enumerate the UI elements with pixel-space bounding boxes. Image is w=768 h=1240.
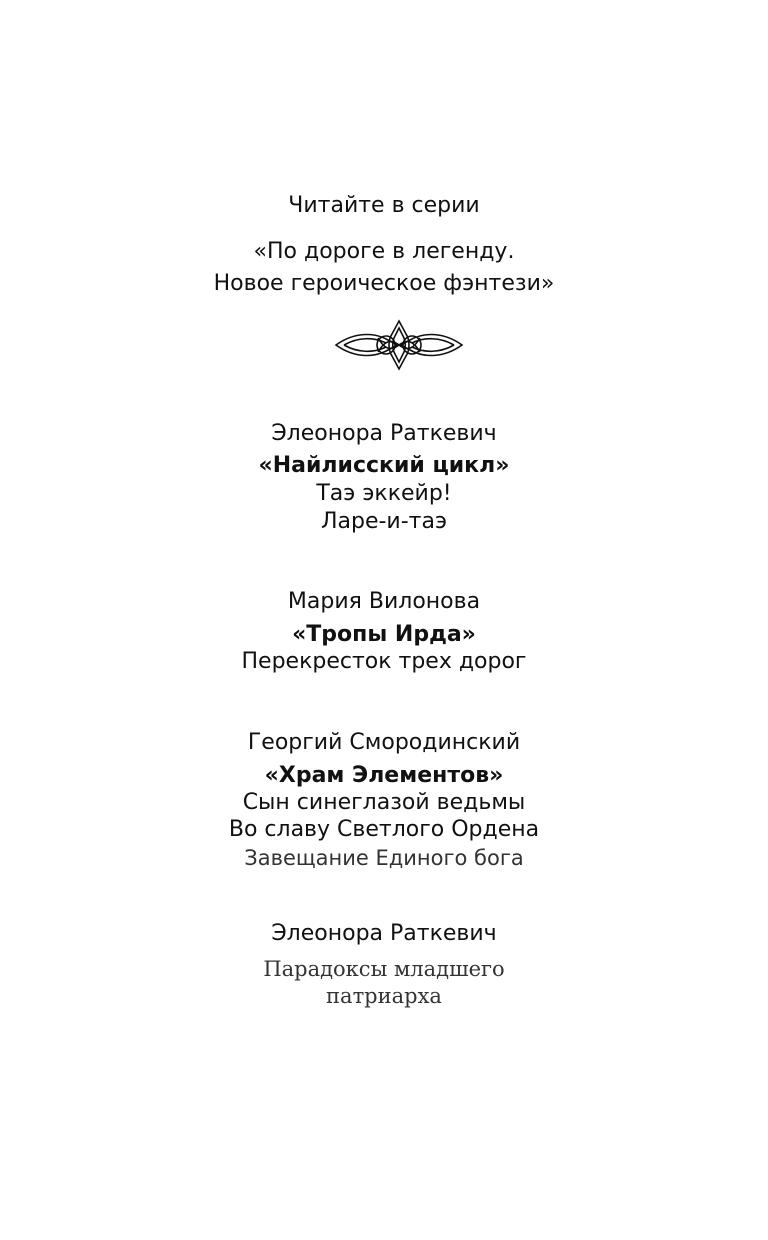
book-title: Таэ эккейр!: [316, 481, 452, 506]
book-title: Ларе-и-таэ: [320, 509, 448, 534]
author-name: Элеонора Раткевич: [271, 921, 497, 946]
author-name: Мария Вилонова: [287, 589, 481, 614]
cycle-name: «Храм Элементов»: [264, 763, 504, 788]
author-name: Элеонора Раткевич: [271, 421, 497, 446]
cycle-name: «Найлисский цикл»: [258, 453, 510, 478]
series-name-line-1: «По дороге в легенду.: [253, 239, 515, 264]
book-title-line-1: Парадоксы младшего: [263, 957, 505, 981]
book-title: Перекресток трех дорог: [241, 649, 527, 674]
author-name: Георгий Смородинский: [247, 730, 521, 755]
book-title: Сын синеглазой ведьмы: [242, 790, 526, 815]
book-title: Во славу Светлого Ордена: [228, 817, 540, 842]
book-title-line-2: патриарха: [326, 984, 442, 1008]
cycle-name: «Тропы Ирда»: [292, 622, 476, 647]
celtic-knot-ornament-icon: [334, 318, 464, 372]
series-name-line-2: Новое героическое фэнтези»: [213, 271, 555, 296]
book-title: Завещание Единого бога: [244, 846, 524, 870]
series-intro: Читайте в серии: [288, 193, 480, 218]
